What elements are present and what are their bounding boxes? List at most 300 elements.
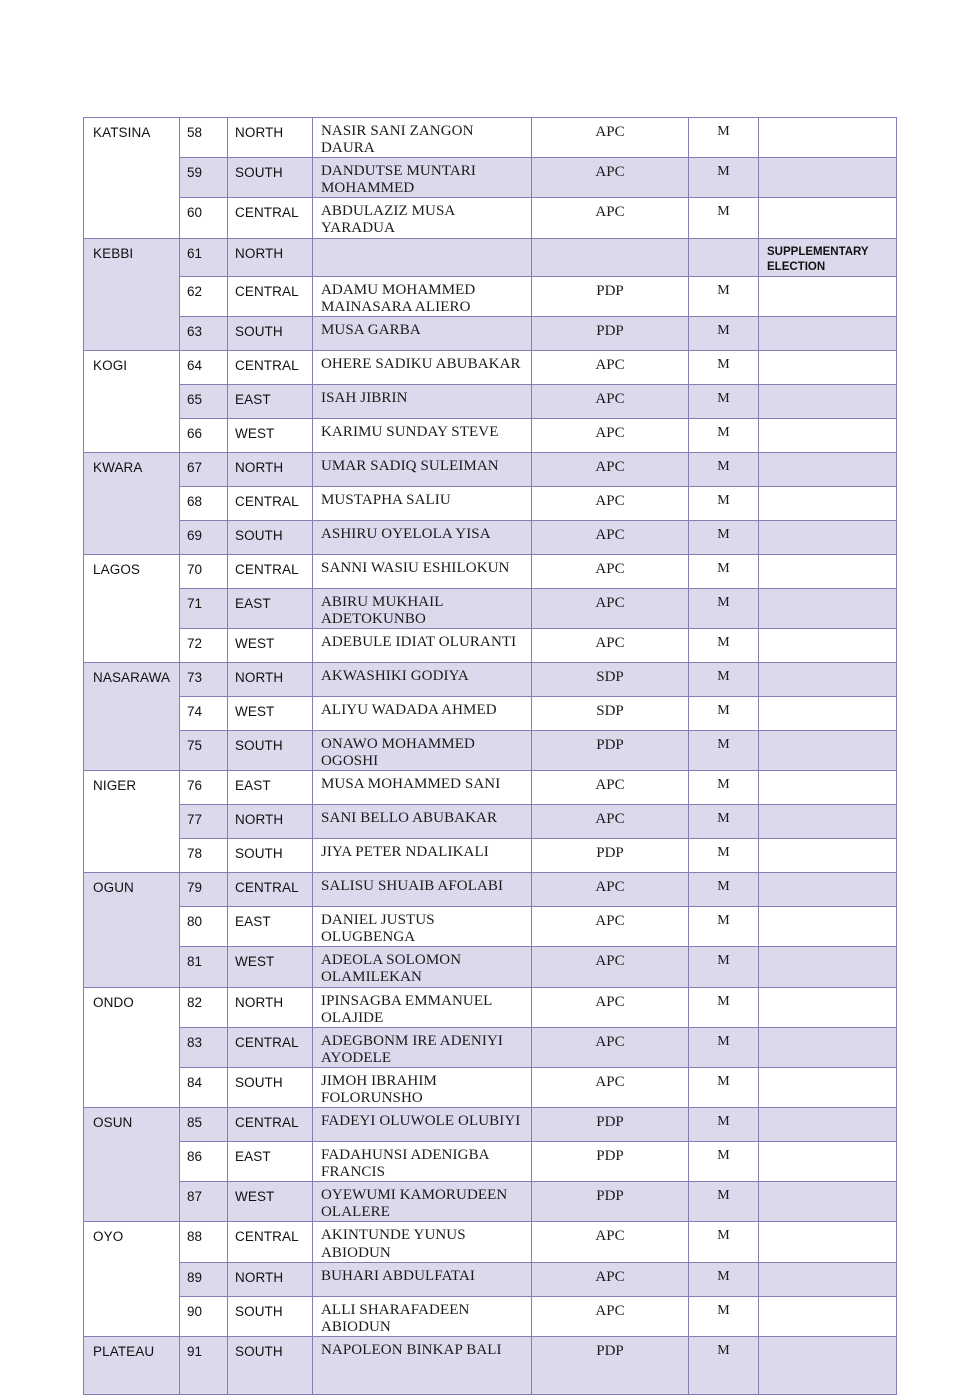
party-cell [532, 520, 689, 554]
serial-number-cell [180, 316, 228, 350]
remarks-cell [759, 662, 897, 696]
senator-name-cell [313, 118, 532, 158]
remarks-text [759, 589, 896, 622]
remarks-text [759, 419, 896, 452]
senator-name-cell [313, 316, 532, 350]
senator-name-cell [313, 276, 532, 316]
gender-cell [689, 520, 759, 554]
serial-number-cell [180, 588, 228, 628]
gender-text: M [717, 736, 730, 752]
remarks-cell [759, 316, 897, 350]
remarks-text [759, 1108, 896, 1141]
gender-text: M [717, 282, 730, 298]
senator-name-cell [313, 1222, 532, 1262]
remarks-text [759, 198, 896, 231]
state-label: KOGI [93, 357, 128, 373]
serial-number-text: 84 [187, 1074, 203, 1090]
table-row [84, 987, 897, 1027]
state-cell [84, 452, 180, 554]
party-cell [532, 947, 689, 987]
senatorial-district-text: CENTRAL [235, 357, 299, 373]
remarks-cell [759, 947, 897, 987]
party-text: SDP [596, 668, 624, 685]
state-cell [84, 350, 180, 452]
state-label: KATSINA [93, 125, 151, 140]
senatorial-district-cell [228, 276, 313, 316]
senatorial-district-cell [228, 238, 313, 276]
serial-number-cell [180, 520, 228, 554]
gender-cell [689, 316, 759, 350]
senator-name-cell [313, 987, 532, 1027]
gender-cell [689, 730, 759, 770]
senatorial-district-text: WEST [235, 703, 275, 719]
gender-cell [689, 1222, 759, 1262]
serial-number-cell [180, 158, 228, 198]
party-cell [532, 588, 689, 628]
state-label: OSUN [93, 1115, 133, 1131]
party-text: APC [595, 993, 625, 1010]
table-row [84, 1262, 897, 1296]
serial-number-cell [180, 350, 228, 384]
gender-cell [689, 839, 759, 873]
table-row [84, 1296, 897, 1336]
senator-name-cell [313, 1108, 532, 1142]
senatorial-district-text: NORTH [235, 669, 284, 685]
remarks-cell [759, 1336, 897, 1394]
party-cell [532, 452, 689, 486]
senator-name-cell [313, 158, 532, 198]
senator-name-cell [313, 873, 532, 907]
serial-number-text: 59 [187, 165, 203, 181]
party-text: PDP [596, 322, 624, 339]
party-cell [532, 276, 689, 316]
gender-text: M [717, 702, 730, 718]
senatorial-district-cell [228, 696, 313, 730]
party-text: APC [595, 356, 625, 373]
gender-text: M [717, 1073, 730, 1089]
senatorial-district-cell [228, 1108, 313, 1142]
state-cell [84, 118, 180, 239]
remarks-text [759, 1142, 896, 1175]
senator-name-text: DANIEL JUSTUS OLUGBENGA [321, 912, 435, 946]
senator-name-cell [313, 418, 532, 452]
remarks-cell [759, 118, 897, 158]
remarks-cell [759, 158, 897, 198]
table-row [84, 1222, 897, 1262]
senator-name-text: AKINTUNDE YUNUS ABIODUN [321, 1227, 466, 1261]
party-text: APC [595, 913, 625, 930]
senatorial-district-text: EAST [235, 1149, 271, 1165]
serial-number-text: 85 [187, 1115, 203, 1131]
serial-number-text: 76 [187, 778, 203, 794]
gender-cell [689, 588, 759, 628]
senator-name-text: IPINSAGBA EMMANUEL OLAJIDE [321, 992, 492, 1026]
remarks-cell [759, 1222, 897, 1262]
serial-number-text: 73 [187, 669, 203, 685]
table-row [84, 158, 897, 198]
senatorial-district-cell [228, 907, 313, 947]
senator-name-text: ABIRU MUKHAIL ADETOKUNBO [321, 593, 443, 627]
table-row [84, 1336, 897, 1394]
gender-cell [689, 1182, 759, 1222]
senator-name-text: OHERE SADIKU ABUBAKAR [321, 355, 521, 372]
gender-cell [689, 907, 759, 947]
senatorial-district-text: SOUTH [235, 527, 283, 543]
party-text [532, 239, 688, 272]
senator-name-cell [313, 662, 532, 696]
senator-name-text: SANNI WASIU ESHILOKUN [321, 559, 510, 576]
gender-cell [689, 418, 759, 452]
senatorial-district-text: CENTRAL [235, 561, 299, 577]
senatorial-district-text: EAST [235, 595, 271, 611]
party-text: PDP [596, 1114, 624, 1131]
remarks-text [759, 1068, 896, 1101]
senator-name-text: BUHARI ABDULFATAI [321, 1267, 475, 1284]
gender-text: M [717, 424, 730, 440]
serial-number-text: 86 [187, 1149, 203, 1165]
senator-name-cell [313, 696, 532, 730]
serial-number-text: 81 [187, 954, 203, 970]
state-cell [84, 771, 180, 873]
gender-cell [689, 1296, 759, 1336]
table-row [84, 520, 897, 554]
party-text: APC [595, 492, 625, 509]
serial-number-cell [180, 839, 228, 873]
serial-number-text: 61 [187, 245, 203, 261]
senator-name-text: JIMOH IBRAHIM FOLORUNSHO [321, 1072, 437, 1106]
state-label: KWARA [93, 459, 143, 475]
party-cell [532, 873, 689, 907]
gender-cell [689, 1067, 759, 1107]
party-cell [532, 662, 689, 696]
remarks-cell [759, 588, 897, 628]
remarks-text [759, 873, 896, 906]
gender-cell [689, 452, 759, 486]
gender-cell [689, 771, 759, 805]
serial-number-text: 77 [187, 812, 203, 828]
senator-name-text: AKWASHIKI GODIYA [321, 667, 469, 684]
senatorial-district-text: WEST [235, 635, 275, 651]
party-text: APC [595, 634, 625, 651]
party-cell [532, 238, 689, 276]
party-cell [532, 696, 689, 730]
party-text: APC [595, 953, 625, 970]
senatorial-district-cell [228, 987, 313, 1027]
party-text: APC [595, 879, 625, 896]
table-row [84, 238, 897, 276]
serial-number-text: 75 [187, 737, 203, 753]
senator-name-text: ASHIRU OYELOLA YISA [321, 525, 491, 542]
senator-name-cell [313, 384, 532, 418]
serial-number-cell [180, 1142, 228, 1182]
remarks-text [759, 988, 896, 1021]
senator-name-text: JIYA PETER NDALIKALI [321, 844, 489, 861]
state-cell [84, 662, 180, 770]
senator-name-cell [313, 1296, 532, 1336]
serial-number-text: 80 [187, 914, 203, 930]
serial-number-text: 70 [187, 561, 203, 577]
state-label: NIGER [93, 778, 137, 794]
senatorial-district-cell [228, 316, 313, 350]
senatorial-district-text: SOUTH [235, 846, 283, 862]
remarks-cell [759, 1182, 897, 1222]
senatorial-district-cell [228, 588, 313, 628]
remarks-cell [759, 418, 897, 452]
serial-number-text: 68 [187, 493, 203, 509]
senator-name-text: ADAMU MOHAMMED MAINASARA ALIERO [321, 281, 476, 315]
gender-text: M [717, 1033, 730, 1049]
party-cell [532, 839, 689, 873]
state-label: PLATEAU [93, 1343, 155, 1359]
table-row [84, 771, 897, 805]
table-row [84, 730, 897, 770]
senatorial-district-cell [228, 1182, 313, 1222]
senator-name-cell [313, 1027, 532, 1067]
gender-cell [689, 486, 759, 520]
party-text: PDP [596, 845, 624, 862]
remarks-cell [759, 839, 897, 873]
senatorial-district-cell [228, 1027, 313, 1067]
serial-number-text: 79 [187, 880, 203, 896]
party-cell [532, 805, 689, 839]
table-row [84, 118, 897, 158]
party-cell [532, 771, 689, 805]
remarks-text [759, 1222, 896, 1255]
gender-cell [689, 987, 759, 1027]
remarks-cell [759, 1142, 897, 1182]
senatorial-district-text: NORTH [235, 459, 284, 475]
senatorial-district-cell [228, 520, 313, 554]
table-row [84, 1142, 897, 1182]
table-row [84, 907, 897, 947]
senator-name-text: SANI BELLO ABUBAKAR [321, 810, 498, 827]
gender-text: M [717, 1302, 730, 1318]
senatorial-district-cell [228, 350, 313, 384]
senatorial-district-cell [228, 662, 313, 696]
remarks-text [759, 118, 896, 151]
serial-number-text: 62 [187, 283, 203, 299]
gender-cell [689, 947, 759, 987]
senator-name-text: UMAR SADIQ SULEIMAN [321, 457, 499, 474]
serial-number-cell [180, 452, 228, 486]
table-row [84, 805, 897, 839]
party-text: APC [595, 164, 625, 181]
senator-name-cell [313, 452, 532, 486]
gender-text: M [717, 1228, 730, 1244]
serial-number-cell [180, 771, 228, 805]
serial-number-text: 82 [187, 994, 203, 1010]
remarks-text [759, 521, 896, 554]
senator-name-cell [313, 805, 532, 839]
party-text: PDP [596, 1148, 624, 1165]
party-cell [532, 1027, 689, 1067]
gender-text: M [717, 811, 730, 827]
remarks-cell [759, 350, 897, 384]
table-row [84, 350, 897, 384]
gender-text: M [717, 1148, 730, 1164]
senator-name-text: DANDUTSE MUNTARI MOHAMMED [321, 163, 476, 197]
gender-cell [689, 350, 759, 384]
remarks-cell [759, 907, 897, 947]
state-cell [84, 1336, 180, 1394]
serial-number-text: 74 [187, 703, 203, 719]
senatorial-district-cell [228, 947, 313, 987]
gender-text: M [717, 634, 730, 650]
senatorial-district-text: NORTH [235, 812, 284, 828]
party-text: APC [595, 204, 625, 221]
remarks-text [759, 1337, 896, 1394]
state-label: ONDO [93, 994, 134, 1010]
table-row [84, 486, 897, 520]
gender-text: M [717, 1342, 730, 1358]
serial-number-text: 90 [187, 1303, 203, 1319]
gender-cell [689, 662, 759, 696]
senator-name-text: ONAWO MOHAMMED OGOSHI [321, 735, 475, 770]
remarks-cell [759, 238, 897, 276]
remarks-cell [759, 554, 897, 588]
gender-cell [689, 276, 759, 316]
remarks-text [759, 351, 896, 384]
gender-text: M [717, 1114, 730, 1130]
senator-name-cell [313, 1067, 532, 1107]
serial-number-cell [180, 238, 228, 276]
senator-name-text: NAPOLEON BINKAP BALI [321, 1341, 502, 1358]
gender-text: M [717, 356, 730, 372]
senatorial-district-cell [228, 118, 313, 158]
serial-number-cell [180, 873, 228, 907]
remarks-text [759, 1263, 896, 1296]
senatorial-district-text: SOUTH [235, 1343, 283, 1359]
remarks-text [759, 158, 896, 191]
senatorial-district-text: NORTH [235, 245, 284, 261]
state-cell [84, 554, 180, 662]
senator-name-cell [313, 520, 532, 554]
party-text: APC [595, 1073, 625, 1090]
table-row [84, 276, 897, 316]
gender-cell [689, 554, 759, 588]
remarks-text [759, 805, 896, 838]
senator-name-text: ISAH JIBRIN [321, 389, 408, 406]
party-cell [532, 350, 689, 384]
senator-name-text: ADEOLA SOLOMON OLAMILEKAN [321, 952, 462, 986]
table-row [84, 588, 897, 628]
gender-text: M [717, 879, 730, 895]
party-text: APC [595, 1228, 625, 1245]
serial-number-cell [180, 198, 228, 238]
party-cell [532, 418, 689, 452]
senatorial-district-text: SOUTH [235, 323, 283, 339]
gender-text: M [717, 492, 730, 508]
state-label: LAGOS [93, 561, 141, 577]
party-text: PDP [596, 282, 624, 299]
party-cell [532, 198, 689, 238]
serial-number-text: 67 [187, 459, 203, 475]
senatorial-district-text: SOUTH [235, 1074, 283, 1090]
remarks-cell [759, 805, 897, 839]
table-row [84, 1108, 897, 1142]
senatorial-district-text: CENTRAL [235, 1115, 299, 1131]
remarks-text [759, 947, 896, 980]
gender-text: M [717, 1188, 730, 1204]
table-row [84, 947, 897, 987]
table-row [84, 418, 897, 452]
serial-number-cell [180, 276, 228, 316]
state-label: KEBBI [93, 245, 134, 261]
table-body [84, 118, 897, 1395]
party-text: APC [595, 1302, 625, 1319]
remarks-cell [759, 628, 897, 662]
senator-name-text: NASIR SANI ZANGON DAURA [321, 123, 474, 157]
serial-number-text: 65 [187, 391, 203, 407]
serial-number-text: 63 [187, 323, 203, 339]
senator-name-text: OYEWUMI KAMORUDEEN OLALERE [321, 1187, 508, 1221]
senatorial-district-text: CENTRAL [235, 880, 299, 896]
table-row [84, 1027, 897, 1067]
gender-text: M [717, 913, 730, 929]
gender-text: M [717, 124, 730, 139]
gender-text: M [717, 204, 730, 220]
party-cell [532, 1296, 689, 1336]
party-cell [532, 486, 689, 520]
party-cell [532, 628, 689, 662]
senatorial-district-text: NORTH [235, 1269, 284, 1285]
remarks-cell [759, 696, 897, 730]
party-text: APC [595, 424, 625, 441]
senatorial-district-cell [228, 1262, 313, 1296]
serial-number-cell [180, 486, 228, 520]
serial-number-text: 60 [187, 205, 203, 221]
serial-number-cell [180, 987, 228, 1027]
party-text: PDP [596, 1342, 624, 1359]
serial-number-cell [180, 1027, 228, 1067]
remarks-cell [759, 771, 897, 805]
gender-text: M [717, 594, 730, 610]
senator-name-text: MUSA MOHAMMED SANI [321, 776, 501, 793]
senatorial-district-cell [228, 1142, 313, 1182]
senatorial-district-text: NORTH [235, 125, 284, 140]
serial-number-cell [180, 696, 228, 730]
senator-name-cell [313, 1262, 532, 1296]
table-row [84, 1067, 897, 1107]
remarks-text: SUPPLEMENTARY ELECTION [767, 245, 869, 274]
remarks-text [759, 907, 896, 940]
senatorial-district-cell [228, 158, 313, 198]
senator-name-text: FADAHUNSI ADENIGBA FRANCIS [321, 1147, 489, 1181]
remarks-text [759, 731, 896, 764]
remarks-cell [759, 486, 897, 520]
senator-name-cell [313, 1182, 532, 1222]
senatorial-district-cell [228, 198, 313, 238]
remarks-cell [759, 384, 897, 418]
table-row [84, 316, 897, 350]
senator-name-cell [313, 554, 532, 588]
serial-number-cell [180, 662, 228, 696]
serial-number-cell [180, 628, 228, 662]
serial-number-text: 89 [187, 1269, 203, 1285]
senatorial-district-cell [228, 1296, 313, 1336]
gender-cell [689, 873, 759, 907]
table-row [84, 198, 897, 238]
remarks-cell [759, 520, 897, 554]
gender-text: M [717, 1268, 730, 1284]
party-text: APC [595, 390, 625, 407]
party-text: APC [595, 594, 625, 611]
senator-name-text: MUSA GARBA [321, 321, 421, 338]
senator-name-text: MUSTAPHA SALIU [321, 491, 451, 508]
party-cell [532, 1222, 689, 1262]
gender-cell [689, 238, 759, 276]
senator-name-text: ADEBULE IDIAT OLURANTI [321, 633, 517, 650]
